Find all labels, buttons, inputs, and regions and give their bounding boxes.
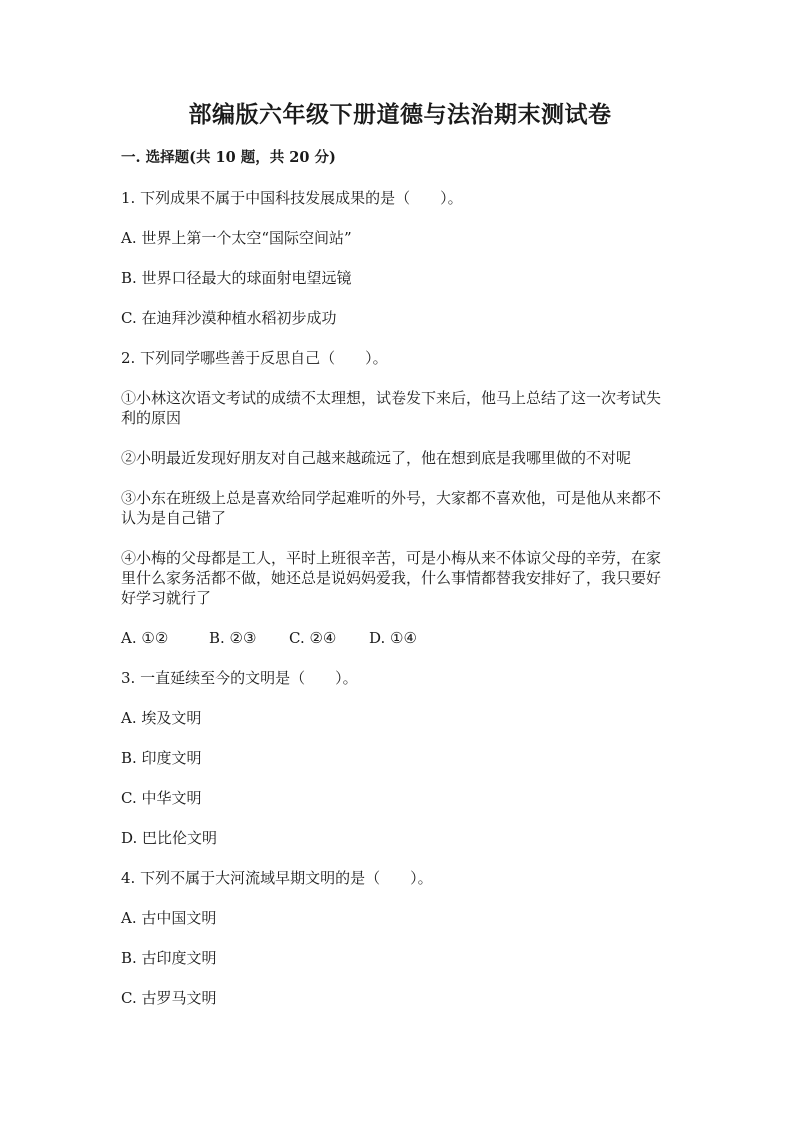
question-1-option-b: B. 世界口径最大的球面射电望远镜: [121, 269, 352, 287]
question-3-option-a: A. 埃及文明: [121, 709, 202, 727]
question-1-option-a: A. 世界上第一个太空“国际空间站”: [121, 229, 352, 247]
question-2-statement-3: ③小东在班级上总是喜欢给同学起难听的外号，大家都不喜欢他，可是他从来都不认为是自己错了: [121, 489, 662, 527]
question-3-option-c: C. 中华文明: [121, 789, 202, 807]
question-2-option-d: D. ①④: [369, 629, 417, 647]
question-2-statement-2: ②小明最近发现好朋友对自己越来越疏远了，他在想到底是我哪里做的不对呢: [121, 449, 632, 467]
question-2-option-a: A. ①②: [121, 629, 169, 647]
question-2-option-c: C. ②④: [289, 629, 337, 647]
question-4-option-a: A. 古中国文明: [121, 909, 217, 927]
question-1-stem: 1. 下列成果不属于中国科技发展成果的是（ ）。: [121, 189, 463, 207]
section-heading: 一. 选择题(共 10 题，共 20 分): [121, 149, 336, 166]
question-2-stem: 2. 下列同学哪些善于反思自己（ ）。: [121, 349, 388, 367]
document-title: 部编版六年级下册道德与法治期末测试卷: [188, 101, 612, 128]
question-2-option-b: B. ②③: [209, 629, 257, 647]
question-4-option-b: B. 古印度文明: [121, 949, 217, 967]
question-2-options: [121, 628, 417, 648]
question-3-stem: 3. 一直延续至今的文明是（ ）。: [121, 669, 358, 687]
question-4-stem: 4. 下列不属于大河流域早期文明的是（ ）。: [121, 869, 433, 887]
question-1-option-c: C. 在迪拜沙漠种植水稻初步成功: [121, 309, 337, 327]
question-2-statement-1: ①小林这次语文考试的成绩不太理想，试卷发下来后，他马上总结了这一次考试失利的原因: [121, 389, 662, 427]
question-3-option-d: D. 巴比伦文明: [121, 829, 218, 847]
question-2-statement-4: ④小梅的父母都是工人，平时上班很辛苦，可是小梅从来不体谅父母的辛劳，在家里什么家务活都不做，她还总是说妈妈爱我，什么事情都替我安排好了，我只要好好学习就行了: [121, 549, 662, 607]
question-3-option-b: B. 印度文明: [121, 749, 202, 767]
question-4-option-c: C. 古罗马文明: [121, 989, 217, 1007]
